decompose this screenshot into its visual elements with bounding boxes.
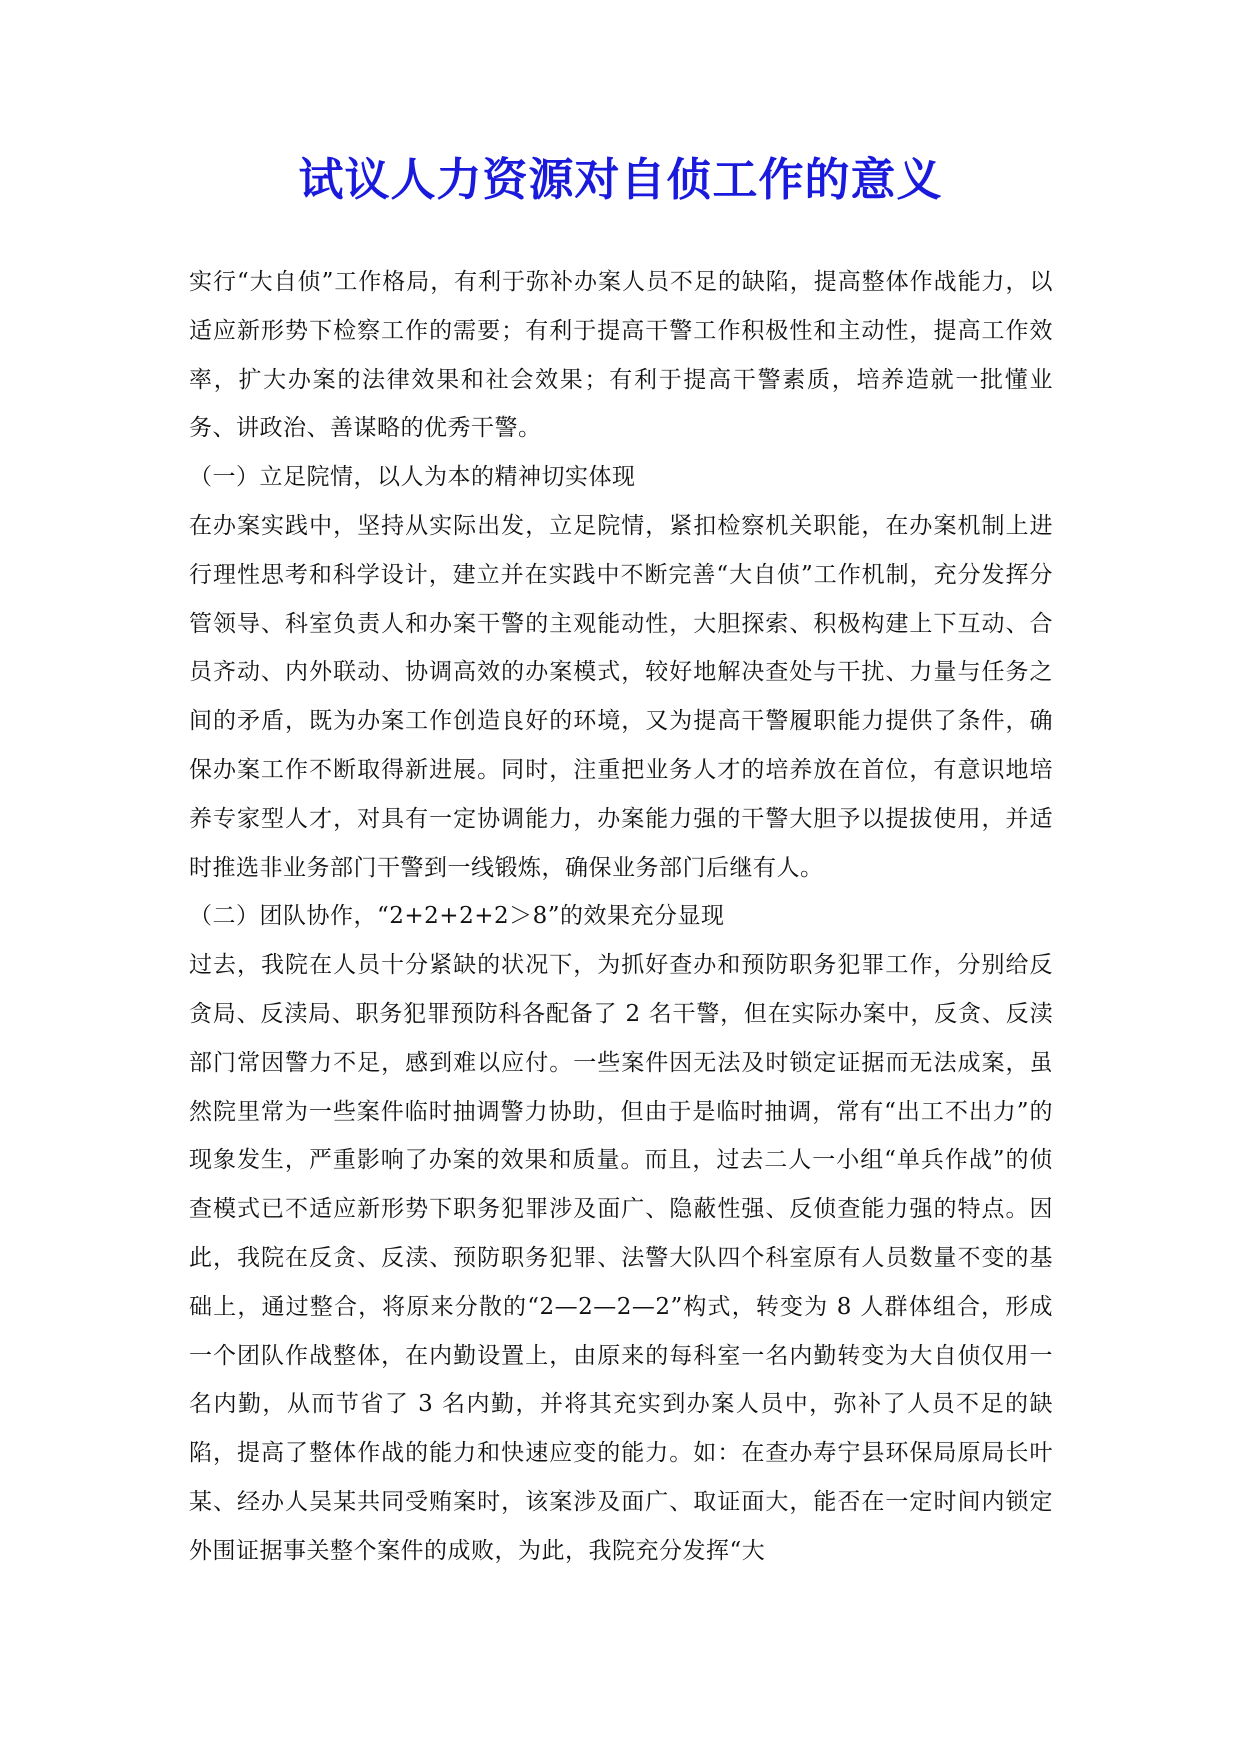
document-title: 试议人力资源对自侦工作的意义 (298, 153, 943, 206)
paragraph-intro: 实行“大自侦”工作格局，有利于弥补办案人员不足的缺陷，提高整体作战能力，以适应新形势下检察工作的需要；有利于提高干警工作积极性和主动性，提高工作效率，扩大办案的法律效果和社会效果；有利于提高干警素质，培养造就一批懂业务、讲政治、善谋略的优秀干警。 (189, 269, 1053, 442)
section-heading-1: （一）立足院情，以人为本的精神切实体现 (189, 464, 636, 491)
paragraph-section-1: 在办案实践中，坚持从实际出发，立足院情，紧扣检察机关职能，在办案机制上进行理性思考和科学设计，建立并在实践中不断完善“大自侦”工作机制，充分发挥分管领导、科室负责人和办案干警的主观能动性，大胆探索、积极构建上下互动、合员齐动、内外联动、协调高效的办案模式，较好地解决查处与干扰、力量与任务之间的矛盾，既为办案工作创造良好的环境，又为提高干警履职能力提供了条件，确保办案工作不断取得新进展。同时，注重把业务人才的培养放在首位，有意识地培养专家型人才，对具有一定协调能力，办案能力强的干警大胆予以提拔使用，并适时推选非业务部门干警到一线锻炼，确保业务部门后继有人。 (189, 512, 1053, 881)
section-heading-2: （二）团队协作，“2+2+2+2＞8”的效果充分显现 (189, 903, 725, 930)
document-body (189, 258, 1053, 1576)
paragraph-section-2: 过去，我院在人员十分紧缺的状况下，为抓好查办和预防职务犯罪工作，分别给反贪局、反渎局、职务犯罪预防科各配备了 2 名干警，但在实际办案中，反贪、反渎部门常因警力不足，感到难以应付。一些案件因无法及时锁定证据而无法成案，虽然院里常为一些案件临时抽调警力协助，但由于是临时抽调，常有“出工不出力”的现象发生，严重影响了办案的效果和质量。而且，过去二人一小组“单兵作战”的侦查模式已不适应新形势下职务犯罪涉及面广、隐蔽性强、反侦查能力强的特点。因此，我院在反贪、反渎、预防职务犯罪、法警大队四个科室原有人员数量不变的基础上，通过整合，将原来分散的“2—2—2—2”构式，转变为 8 人群体组合，形成一个团队作战整体，在内勤设置上，由原来的每科室一名内勤转变为大自侦仅用一名内勤，从而节省了 3 名内勤，并将其充实到办案人员中，弥补了人员不足的缺陷，提高了整体作战的能力和快速应变的能力。如：在查办寿宁县环保局原局长叶某、经办人吴某共同受贿案时，该案涉及面广、取证面大，能否在一定时间内锁定外围证据事关整个案件的成败，为此，我院充分发挥“大 (189, 952, 1053, 1564)
